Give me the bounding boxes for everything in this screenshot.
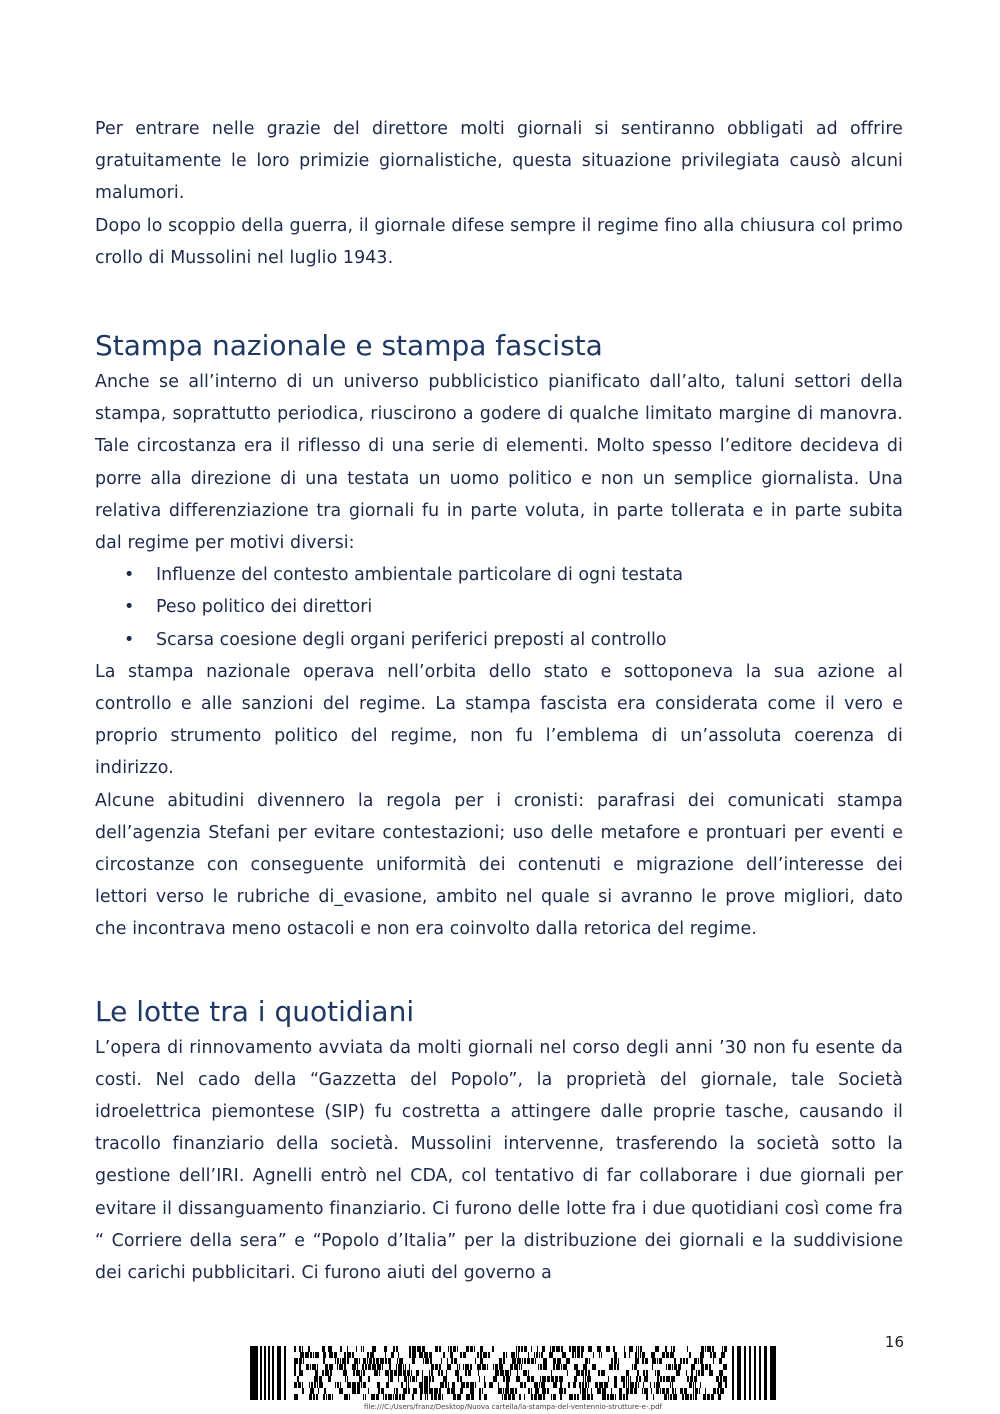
paragraph: Alcune abitudini divennero la regola per i cronisti: parafrasi dei comunicati stampa dell’agenzia Stefani per evitare contestazioni; uso delle metafore e prontuari per eventi e circostanze con conseguente uniformità dei contenuti e migrazione dell’interesse dei lettori verso le rubriche di_evasione, ambito nel quale si avranno le prove migliori, dato che incontrava meno ostacoli e non era coinvolto dalla retorica del regime.	[95, 790, 903, 940]
paragraph: Anche se all’interno di un universo pubblicistico pianificato dall’alto, taluni settori della stampa, soprattutto periodica, riuscirono a godere di qualche limitato margine di manovra. Tale circostanza era il riflesso di una serie di elementi. Molto spesso l’editore decideva di porre alla direzione di una testata un uomo politico e non un semplice giornalista. Una relativa differenziazione tra giornali fu in parte voluta, in parte tollerata e in parte subita dal regime per motivi diversi:	[95, 372, 903, 554]
bullet-item: • Peso politico dei direttori	[95, 591, 903, 623]
file-path: file:///C:/Users/franz/Desktop/Nuova cartella/la-stampa-del-ventennio-strutture-e-.pdf	[363, 1403, 663, 1411]
paragraph: Per entrare nelle grazie del direttore molti giornali si sentiranno obbligati ad offrire gratuitamente le loro primizie giornalistiche, questa situazione privilegiata causò alcuni malumori.	[95, 119, 903, 204]
bullet-item: • Scarsa coesione degli organi periferici preposti al controllo	[95, 624, 903, 656]
paragraph: L’opera di rinnovamento avviata da molti giornali nel corso degli anni ’30 non fu esente da costi. Nel cado della “Gazzetta del Popolo”, la proprietà del giornale, tale Società idroelettrica piemontese (SIP) fu costretta a attingere dalle proprie tasche, causando il tracollo finanziario della società. Mussolini intervenne, trasferendo la società sotto la gestione dell’IRI. Agnelli entrò nel CDA, col tentativo di far collaborare i due giornali per evitare il dissanguamento finanziario. Ci furono delle lotte fra i due quotidiani così come fra “ Corriere della sera” e “Popolo d’Italia” per la distribuzione dei giornali e la suddivisione dei carichi pubblicitari. Ci furono aiuti del governo a	[95, 1037, 903, 1284]
page-content	[95, 113, 903, 1289]
section-heading: Stampa nazionale e stampa fascista	[95, 329, 603, 363]
pdf417-barcode-icon	[250, 1346, 776, 1400]
bullet-list	[95, 559, 903, 656]
section-heading: Le lotte tra i quotidiani	[95, 994, 415, 1028]
paragraph: La stampa nazionale operava nell’orbita dello stato e sottoponeva la sua azione al controllo e alle sanzioni del regime. La stampa fascista era considerata come il vero e proprio strumento politico del regime, non fu l’emblema di un’assoluta coerenza di indirizzo.	[95, 661, 903, 779]
bullet-item: • Influenze del contesto ambientale particolare di ogni testata	[95, 559, 903, 591]
page-number: 16	[884, 1333, 904, 1351]
paragraph: Dopo lo scoppio della guerra, il giornale difese sempre il regime fino alla chiusura col primo crollo di Mussolini nel luglio 1943.	[95, 215, 903, 268]
